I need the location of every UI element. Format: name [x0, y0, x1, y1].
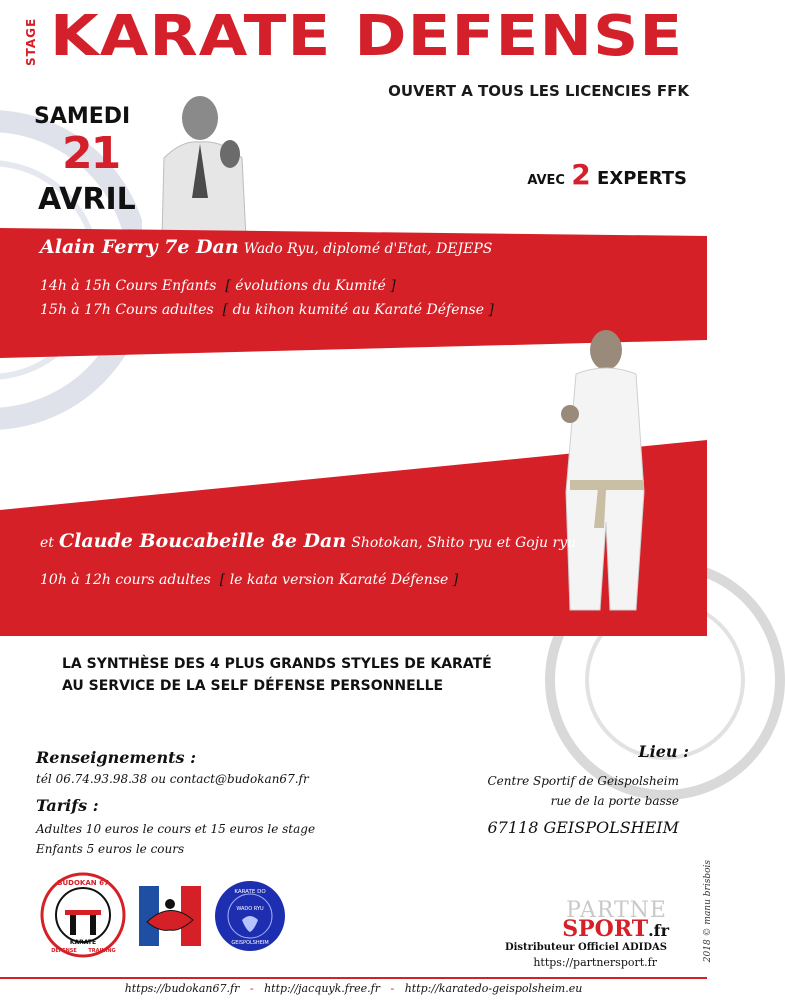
subtitle: OUVERT A TOUS LES LICENCIES FFK: [388, 82, 689, 100]
wado-mid-text: WADO RYU: [236, 906, 264, 912]
tarifs-heading: Tarifs :: [36, 796, 99, 815]
course-time: 10h à 12h cours adultes: [40, 572, 211, 588]
experts-intro: [527, 158, 687, 191]
budokan-top-text: BUDOKAN 67: [57, 879, 109, 887]
expert2-photo: [540, 322, 668, 610]
expert1-photo: [142, 88, 252, 238]
budokan-right-text: TRAINING: [88, 948, 116, 954]
course-time: 15h à 17h Cours adultes: [40, 302, 214, 318]
footer-link-karatedo[interactable]: http://karatedo-geispolsheim.eu: [404, 982, 583, 995]
partner-tld: .fr: [648, 921, 669, 940]
footer-separator: -: [249, 982, 254, 995]
expert2-course1: 10h à 12h cours adultes [ le kata version Karaté Défense ]: [40, 572, 459, 588]
footer-links: [0, 982, 707, 995]
course-topic: du kihon kumité au Karaté Défense: [232, 302, 484, 318]
footer-separator: -: [390, 982, 395, 995]
synthesis-line-1: LA SYNTHÈSE DES 4 PLUS GRANDS STYLES DE KARATÉ: [62, 656, 492, 672]
partner-logo: [562, 916, 669, 942]
course-topic: le kata version Karaté Défense: [229, 572, 449, 588]
footer-link-jacquyk[interactable]: http://jacquyk.free.fr: [264, 982, 380, 995]
course-time: 14h à 15h Cours Enfants: [40, 278, 217, 294]
tarifs-children: Enfants 5 euros le cours: [36, 842, 185, 856]
experts-label: EXPERTS: [597, 168, 687, 189]
expert1-header: [40, 236, 492, 258]
page-title: KARATE DEFENSE: [50, 4, 684, 69]
synthesis-line-2: AU SERVICE DE LA SELF DÉFENSE PERSONNELLE: [62, 678, 444, 694]
tarifs-adults: Adultes 10 euros le cours et 15 euros le stage: [36, 822, 316, 836]
stage-tag: STAGE: [24, 17, 38, 66]
partner-distributor: Distributeur Officiel ADIDAS: [504, 942, 667, 953]
budokan-logo: [40, 872, 126, 958]
lieu-street: rue de la porte basse: [550, 794, 679, 808]
wado-bottom-text: GEISPOLSHEIM: [231, 940, 269, 946]
experts-count: 2: [571, 158, 591, 191]
date-month: AVRIL: [38, 182, 136, 217]
partner-word1: PARTNE: [566, 898, 667, 923]
lieu-place: Centre Sportif de Geispolsheim: [487, 774, 679, 788]
expert1-name: Alain Ferry 7e Dan: [40, 236, 239, 258]
expert1-course2: 15h à 17h Cours adultes [ du kihon kumité au Karaté Défense ]: [40, 302, 494, 318]
date-number: 21: [62, 128, 120, 179]
footer-divider: [0, 977, 707, 979]
expert2-header: [40, 530, 576, 552]
expert2-prefix: et: [40, 535, 54, 551]
wado-top-text: KARATE DO: [234, 889, 266, 895]
ffk-logo: [135, 880, 205, 952]
lieu-heading: Lieu :: [638, 742, 689, 761]
partner-word2: SPORT: [562, 916, 649, 942]
expert2-desc: Shotokan, Shito ryu et Goju ryu: [351, 535, 577, 551]
expert2-name: Claude Boucabeille 8e Dan: [59, 530, 347, 552]
photo-credit: 2018 © manu brisbois: [703, 860, 713, 963]
date-day: SAMEDI: [34, 104, 131, 129]
course-topic: évolutions du Kumité: [235, 278, 386, 294]
expert1-desc: Wado Ryu, diplomé d'Etat, DEJEPS: [243, 241, 493, 257]
partner-url: https://partnersport.fr: [533, 956, 657, 969]
budokan-left-text: DEFENSE: [51, 948, 77, 954]
lieu-city: 67118 GEISPOLSHEIM: [487, 818, 679, 837]
footer-link-budokan[interactable]: https://budokan67.fr: [124, 982, 240, 995]
experts-prefix: AVEC: [527, 173, 565, 188]
renseignements-heading: Renseignements :: [36, 748, 196, 767]
renseignements-contact: tél 06.74.93.98.38 ou contact@budokan67.fr: [36, 772, 309, 786]
wado-ryu-logo: [214, 880, 286, 952]
expert1-course1: 14h à 15h Cours Enfants [ évolutions du Kumité ]: [40, 278, 396, 294]
budokan-karate-text: KARATE: [69, 939, 97, 946]
